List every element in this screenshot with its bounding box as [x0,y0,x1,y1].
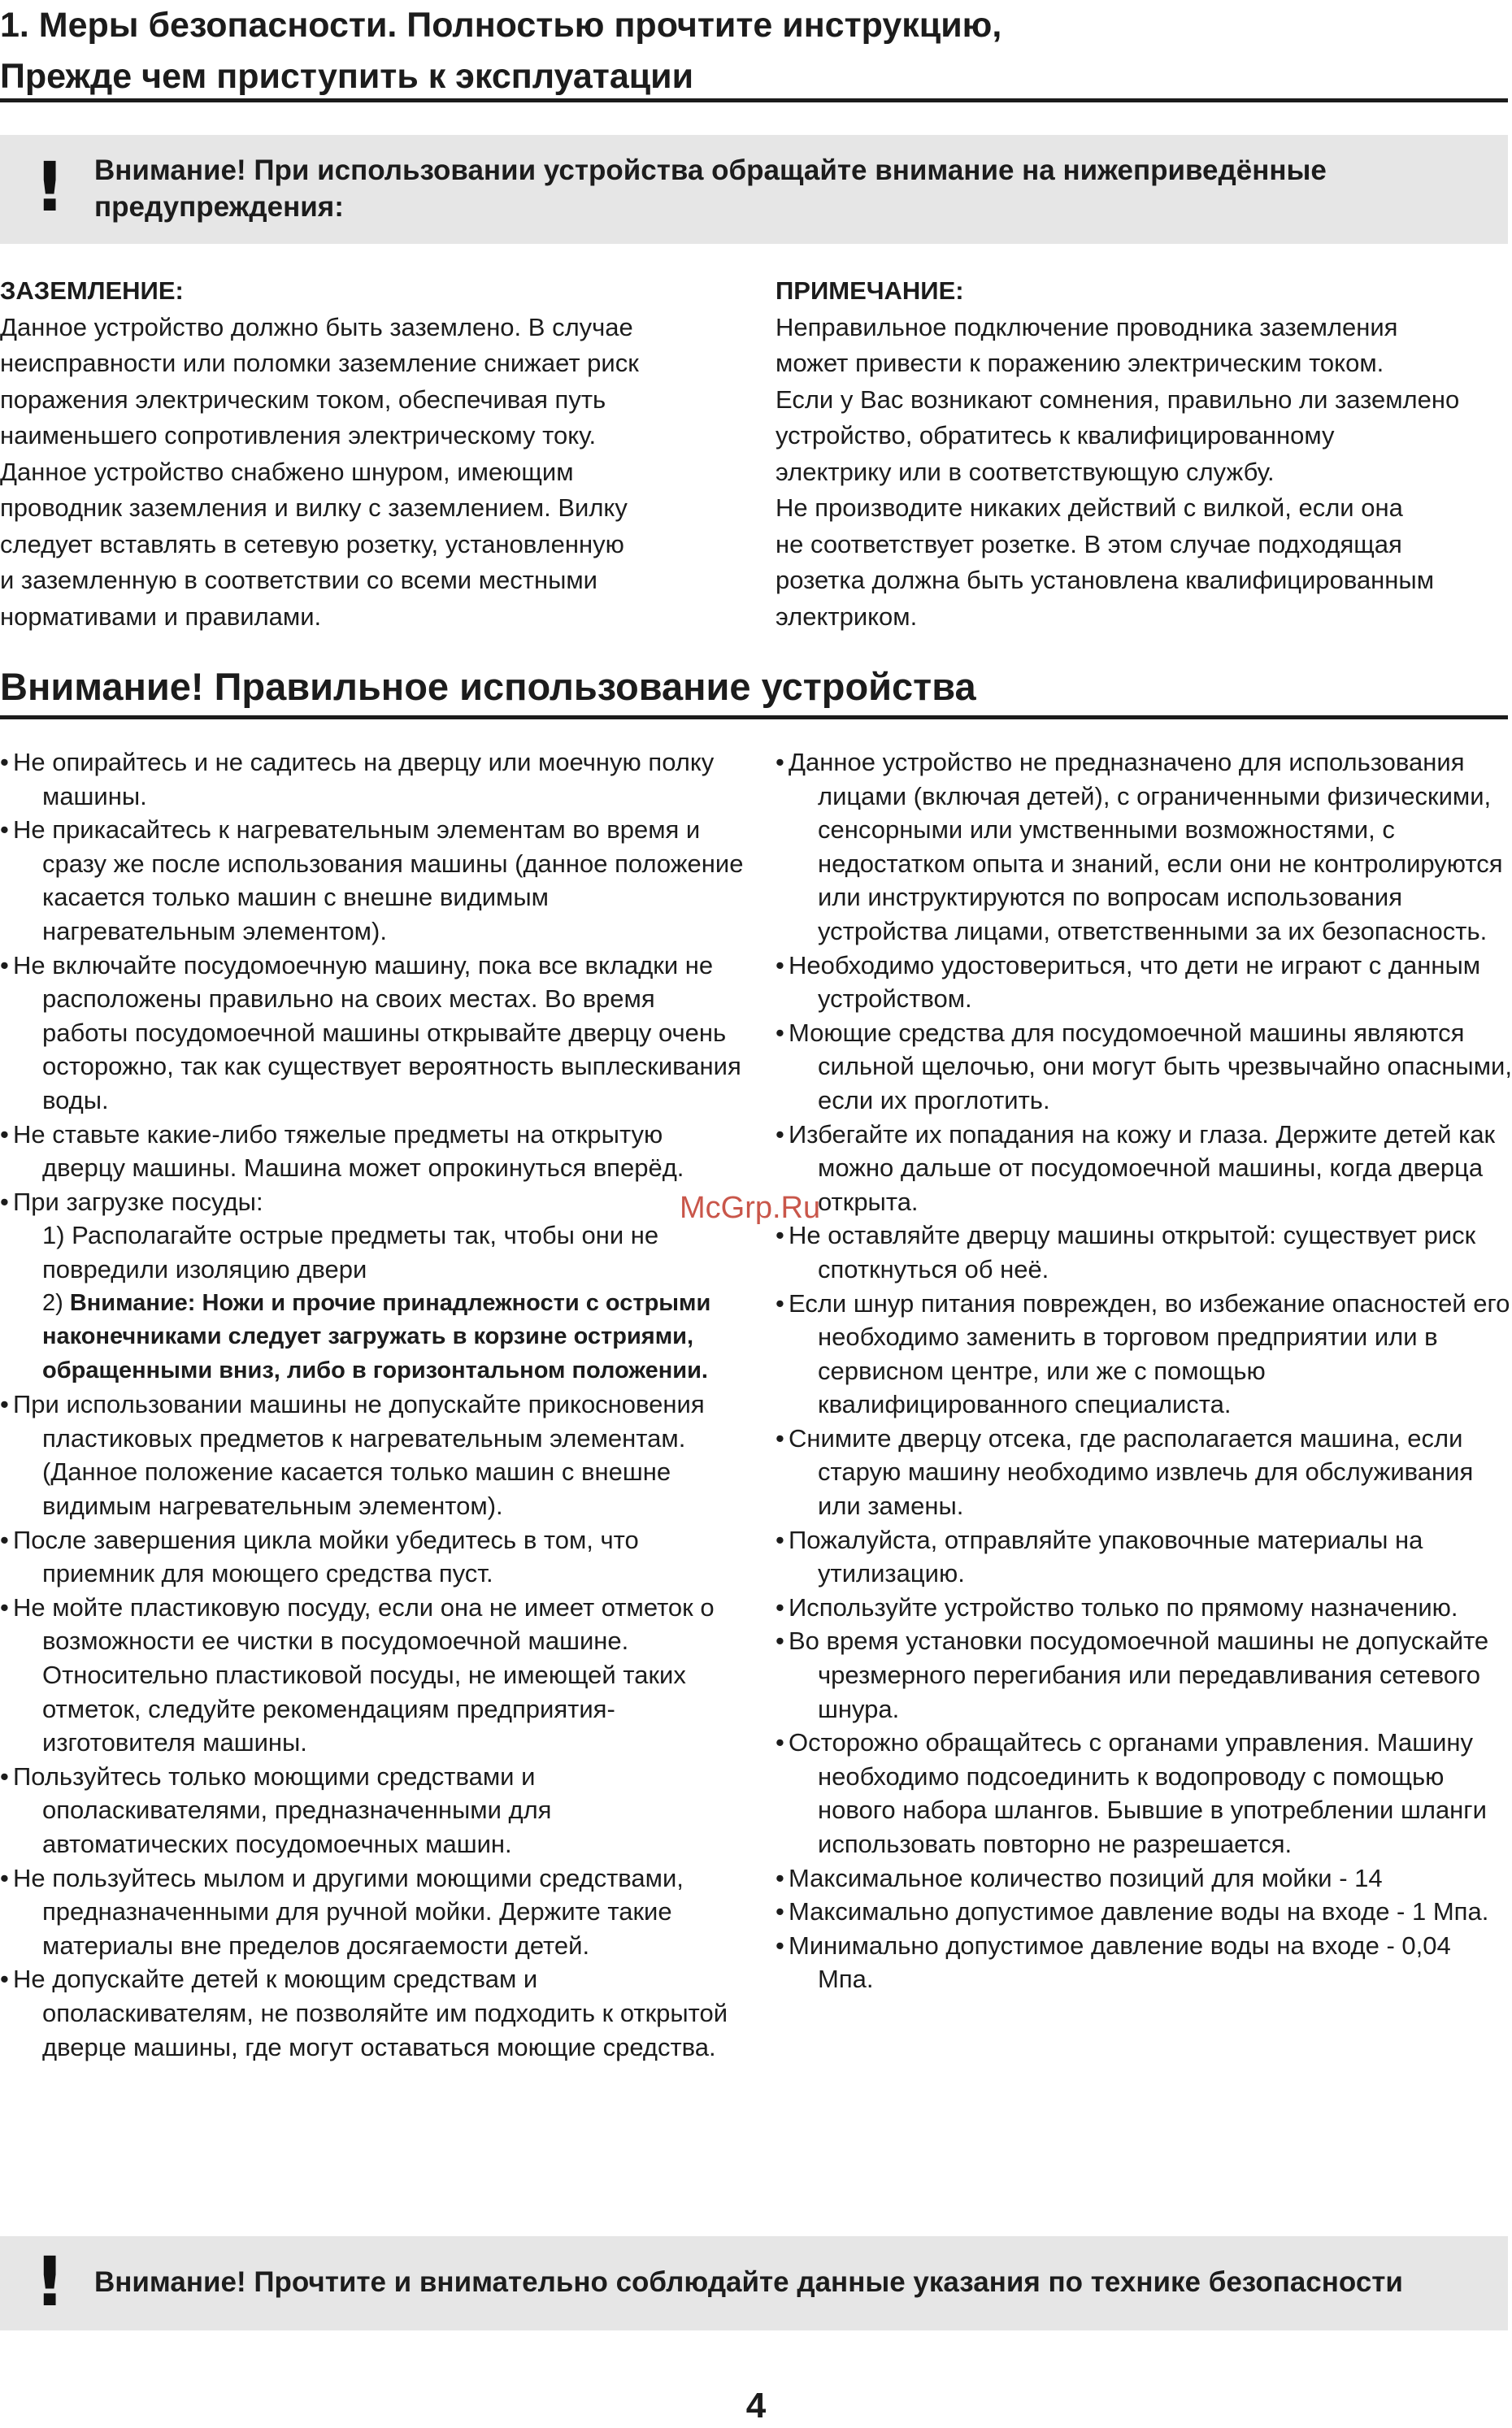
note-line: Неправильное подключение проводника заземления [776,312,1398,341]
list-item: • При использовании машины не допускайте прикосновения пластиковых предметов к нагревательным элементам. (Данное положение касается только машин с внешне видимым нагревательным элементом). [0,1390,705,1521]
grounding-heading: ЗАЗЕМЛЕНИЕ: [0,276,184,305]
grounding-line: Данное устройство должно быть заземлено. В случае [0,312,633,341]
list-item: • Данное устройство не предназначено для использования лицами (включая детей), с ограниченными физическими, сенсорными или умственными возможностями, с недостатком опыта и знаний, если они не контролируются или инструктируются по вопросам использования устройства лицами, ответственными за их безопасность. [776,748,1503,945]
warning-top-line-1: Внимание! При использовании устройства обращайте внимание на нижеприведённые [94,154,1327,186]
left-bullet-list [0,745,744,2064]
list-item: • Не оставляйте дверцу машины открытой: существует риск споткнуться об неё. [776,1221,1476,1283]
list-item: • Не пользуйтесь мылом и другими моющими средствами, предназначенными для ручной мойки. Держите такие материалы вне пределов досягаемости детей. [0,1863,684,1960]
grounding-line: Данное устройство снабжено шнуром, имеющим [0,457,574,486]
list-item: • Используйте устройство только по прямому назначению. [776,1592,1458,1622]
warning-banner-top [0,135,1508,244]
grounding-line: поражения электрическим током, обеспечивая путь [0,384,606,414]
grounding-line: проводник заземления и вилку с заземлением. Вилку [0,493,628,522]
list-item: • Осторожно обращайтесь с органами управления. Машину необходимо подсоединить к водопроводу с помощью нового набора шлангов. Бывшие в употреблении шланги использовать повторно не разрешается. [776,1728,1487,1858]
note-heading: ПРИМЕЧАНИЕ: [776,276,964,305]
sub-item-1: 1) Располагайте острые предметы так, чтобы они не повредили изоляцию двери [42,1221,659,1283]
list-item: • Не допускайте детей к моющим средствам и ополаскивателям, не позволяйте им подходить к открытой дверце машины, где могут оставаться моющие средства. [0,1965,728,2061]
list-item: • Необходимо удостовериться, что дети не играют с данным устройством. [776,950,1481,1014]
list-item: • Не ставьте какие-либо тяжелые предметы на открытую дверцу машины. Машина может опрокинуться вперёд. [0,1119,684,1183]
warning-top-line-2: предупреждения: [94,191,344,223]
note-line: Если у Вас возникают сомнения, правильно ли заземлено [776,384,1460,414]
note-line: электрику или в соответствующую службу. [776,457,1275,486]
list-item: • Максимальное количество позиций для мойки - 14 [776,1863,1383,1892]
list-item: • Снимите дверцу отсека, где располагается машина, если старую машину необходимо извлечь для обслуживания или замены. [776,1423,1474,1521]
section-divider [0,715,1508,719]
grounding-line: неисправности или поломки заземление снижает риск [0,349,639,377]
list-item: • При загрузке посуды: 1) Располагайте острые предметы так, чтобы они не повредили изоляцию двери 2) Внимание: Ножи и прочие принадлежности с острыми наконечниками следует загружать в корзине остриями, обращенными вниз, либо в горизонтальном положении. [0,1185,744,1388]
list-item: • Избегайте их попадания на кожу и глаза. Держите детей как можно дальше от посудомоечной машины, когда дверца открыта. [776,1119,1496,1216]
note-line: Не производите никаких действий с вилкой, если она [776,493,1403,522]
list-item: • Не опирайтесь и не садитесь на дверцу или моечную полку машины. [0,748,715,810]
list-item: • Не прикасайтесь к нагревательным элементам во время и сразу же после использования машины (данное положение касается только машин с внешне видимым нагревательным элементом). [0,815,744,945]
list-item: • Не мойте пластиковую посуду, если она не имеет отметок о возможности ее чистки в посудомоечной машине. Относительно пластиковой посуды, не имеющей таких отметок, следуйте рекомендациям предприятия-изготовителя машины. [0,1592,715,1757]
exclamation-icon: ! [34,2242,66,2322]
grounding-paragraph [0,310,740,636]
page-title-line-2: Прежде чем приступить к эксплуатации [0,57,694,96]
list-item: • Максимально допустимое давление воды на входе - 1 Мпа. [776,1897,1489,1926]
title-divider [0,98,1508,102]
list-item: • Пожалуйста, отправляйте упаковочные материалы на утилизацию. [776,1525,1423,1588]
list-item: • Минимально допустимое давление воды на входе - 0,04 Мпа. [776,1931,1451,1994]
exclamation-icon: ! [34,147,66,227]
page-title-line-1: 1. Меры безопасности. Полностью прочтите инструкцию, [0,6,1002,45]
note-line: может привести к поражению электрическим током. [776,349,1384,377]
grounding-line: и заземленную в соответствии со всеми местными [0,566,597,594]
list-item: • Моющие средства для посудомоечной машины являются сильной щелочью, они могут быть чрезвычайно опасными, если их проглотить. [776,1018,1512,1114]
grounding-line: следует вставлять в сетевую розетку, установленную [0,529,624,558]
warning-bottom-text: Внимание! Прочтите и внимательно соблюдайте данные указания по технике безопасности [94,2266,1403,2298]
watermark: McGrp.Ru [680,1191,821,1225]
section-title: Внимание! Правильное использование устройства [0,665,976,708]
list-item: • Во время установки посудомоечной машины не допускайте чрезмерного перегибания или передавливания сетевого шнура. [776,1627,1489,1723]
note-line: не соответствует розетке. В этом случае подходящая [776,529,1402,558]
list-item: • После завершения цикла мойки убедитесь в том, что приемник для моющего средства пуст. [0,1525,639,1588]
grounding-section [0,273,740,635]
warning-banner-bottom [0,2236,1508,2330]
list-item: • Не включайте посудомоечную машину, пока все вкладки не расположены правильно на своих местах. Во время работы посудомоечной машины открывайте дверцу очень осторожно, так как существует вероятность выплескивания воды. [0,950,741,1114]
list-item: • Пользуйтесь только моющими средствами и ополаскивателями, предназначенными для автоматических посудомоечных машин. [0,1761,552,1858]
note-line: розетка должна быть установлена квалифицированным [776,566,1435,594]
note-section [776,273,1512,635]
note-line: устройство, обратитесь к квалифицированному [776,421,1335,450]
page-title [0,0,1508,102]
grounding-line: нормативами и правилами. [0,602,322,631]
page-number: 4 [745,2386,767,2426]
right-bullet-list [776,745,1512,1996]
list-item: • Если шнур питания поврежден, во избежание опасностей его необходимо заменить в торговом предприятии или в сервисном центре, или же с помощью квалифицированного специалиста. [776,1288,1510,1419]
note-line: электриком. [776,602,918,631]
grounding-line: наименьшего сопротивления электрическому току. [0,421,597,450]
warning-top-text [94,152,1327,225]
sub-item-2: 2) Внимание: Ножи и прочие принадлежности с острыми наконечниками следует загружать в корзине остриями, обращенными вниз, либо в горизонтальном положении. [42,1289,711,1383]
note-paragraph [776,310,1512,636]
